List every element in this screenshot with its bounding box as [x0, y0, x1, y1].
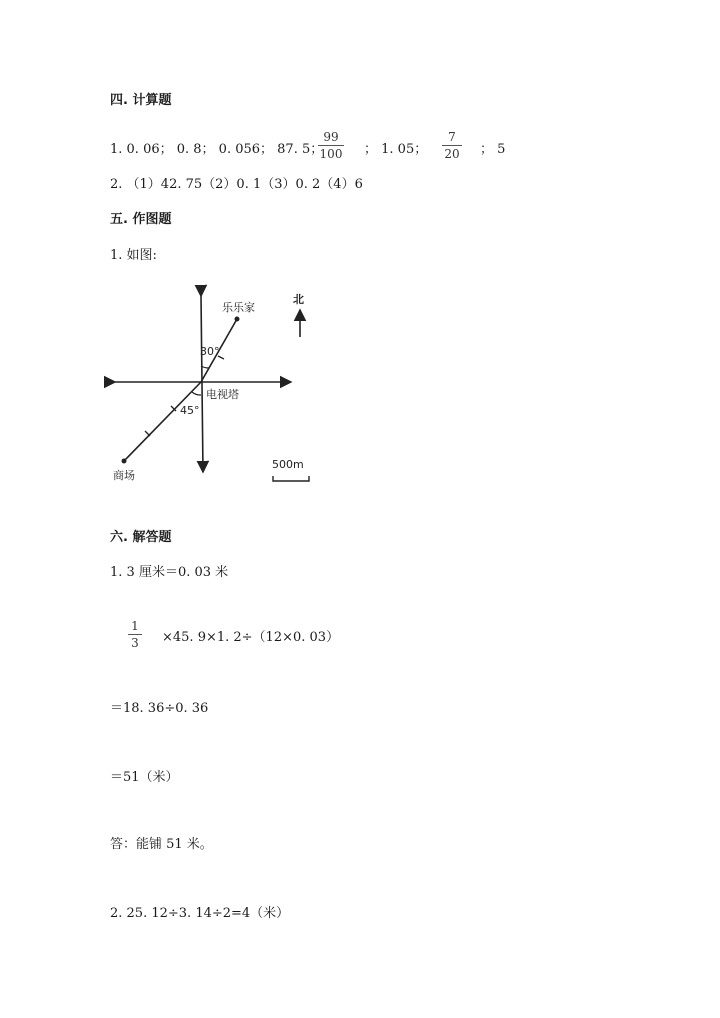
label-tower: 电视塔 [206, 388, 239, 401]
mall-point [122, 459, 127, 464]
drawing-q1-label: 1. 如图: [110, 248, 157, 263]
label-angle-30: 30° [200, 345, 220, 358]
fraction-bar [128, 634, 142, 635]
solution-line-3: ＝18. 36÷0. 36 [110, 701, 209, 716]
solution-line-2: ×45. 9×1. 2÷（12×0. 03） [162, 630, 340, 645]
solution-line-4: ＝51（米） [110, 770, 179, 785]
q2-answer: 2. （1）42. 75（2）0. 1（3）0. 2（4）6 [110, 177, 363, 192]
scale-bar [273, 476, 309, 481]
tick-mark [145, 431, 150, 436]
home-point [235, 317, 240, 322]
fraction-numerator: 1 [131, 619, 139, 633]
fraction-1-3 [128, 619, 142, 650]
label-mall: 商场 [113, 469, 135, 482]
q1-answer-part-b: ； 1. 05； [364, 142, 428, 157]
solution-line-1: 1. 3 厘米＝0. 03 米 [110, 565, 229, 580]
fraction-denominator: 3 [131, 636, 139, 650]
fraction-denominator: 20 [444, 147, 460, 161]
label-scale: 500m [272, 458, 304, 471]
solution-answer: 答：能铺 51 米。 [110, 837, 213, 852]
section6-heading: 六. 解答题 [110, 530, 172, 545]
q1-answer-part-a: 1. 0. 06； 0. 8； 0. 056； 87. 5； [110, 142, 324, 157]
solution-q2: 2. 25. 12÷3. 14÷2=4（米） [110, 906, 290, 921]
fraction-denominator: 100 [319, 147, 343, 161]
label-north: 北 [293, 293, 304, 306]
section4-heading: 四. 计算题 [110, 93, 172, 108]
q1-answer-part-c: ； 5 [480, 142, 506, 157]
angle-arc-45 [192, 392, 201, 395]
section5-heading: 五. 作图题 [110, 212, 172, 227]
line-to-mall [124, 382, 201, 461]
label-angle-45: 45° [180, 404, 200, 417]
label-home: 乐乐家 [222, 301, 255, 314]
north-south-axis [201, 296, 203, 472]
fraction-numerator: 99 [323, 130, 339, 144]
fraction-numerator: 7 [448, 130, 456, 144]
